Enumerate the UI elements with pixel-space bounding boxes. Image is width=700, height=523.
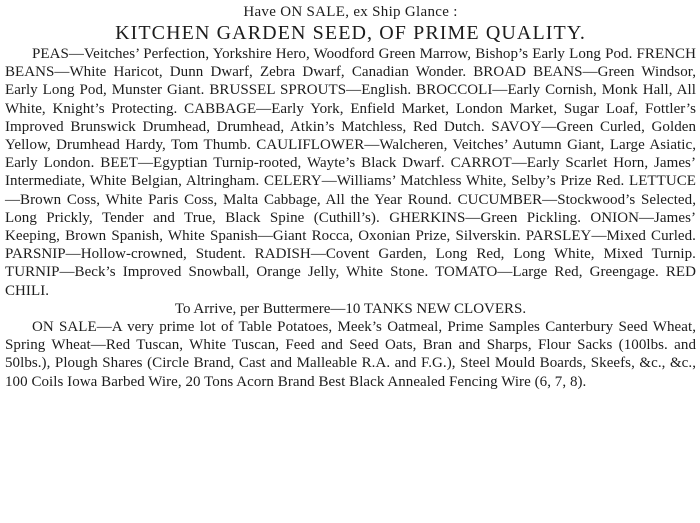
- intro-line: Have ON SALE, ex Ship Glance :: [243, 4, 458, 20]
- advert-title: KITCHEN GARDEN SEED, OF PRIME QUALITY.: [115, 22, 586, 44]
- on-sale-paragraph: ON SALE—A very prime lot of Table Potatoes, Meek’s Oatmeal, Prime Samples Canterbury Seed Wheat, Spring Wheat—Red Tuscan, White Tuscan, Feed and Seed Oats, Bran and Sharps, Flour Sacks (100lbs. and 50lbs.), Plough Shares (Circle Brand, Cast and Malleable R.A. and F.G.), Steel Mould Boards, Skeefs, &c., &c., 100 Coils Iowa Barbed Wire, 20 Tons Acorn Brand Best Black Annealed Fencing Wire (6, 7, 8).: [5, 319, 696, 390]
- arrival-notice: To Arrive, per Buttermere—10 TANKS NEW CLOVERS.: [174, 300, 527, 317]
- seed-list-paragraph: PEAS—Veitches’ Perfection, Yorkshire Hero, Woodford Green Marrow, Bishop’s Early Long Pod. FRENCH BEANS—White Haricot, Dunn Dwarf, Zebra Dwarf, Canadian Wonder. BROAD BEANS—Green Windsor, Early Long Pod, Munster Giant. BRUSSEL SPROUTS—English. BROCCOLI—Early Cornish, Monk Hall, All White, Knight’s Protecting. CABBAGE—Early York, Enfield Market, London Market, Sugar Loaf, Fottler’s Improved Brunswick Drumhead, Drumhead, Atkin’s Matchless, Red Dutch. SAVOY—Green Curled, Golden Yellow, Drumhead Hardy, Tom Thumb. CAULIFLOWER—Walcheren, Veitches’ Autumn Giant, Large Asiatic, Early London. BEET—Egyptian Turnip-rooted, Wayte’s Black Dwarf. CARROT—Early Scarlet Horn, James’ Intermediate, White Belgian, Altringham. CELERY—Williams’ Matchless White, Selby’s Prize Red. LETTUCE—Brown Coss, White Paris Coss, Malta Cabbage, All the Year Round. CUCUMBER—Stockwood’s Selected, Long Prickly, Tender and True, Black Spine (Cuthill’s). GHERKINS—Green Pickling. ONION—James’ Keeping, Brown Spanish, White Spanish—Giant Rocca, Oxonian Prize, Silverskin. PARSLEY—Mixed Curled. PARSNIP—Hollow-crowned, Student. RADISH—Covent Garden, Long Red, Long White, Mixed Turnip. TURNIP—Beck’s Improved Snowball, Orange Jelly, White Stone. TOMATO—Large Red, Greengage. RED CHILI.: [5, 46, 696, 299]
